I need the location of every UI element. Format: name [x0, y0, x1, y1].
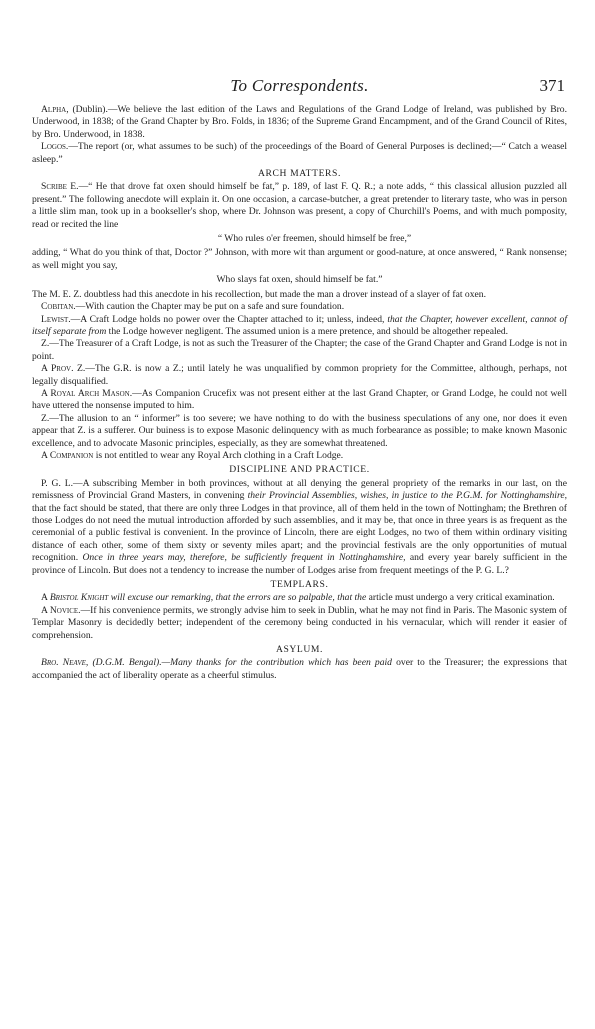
section-heading-templars: TEMPLARS. [270, 579, 329, 591]
entry-text: and every year barely sufficient in the province of Lincoln. But does not a tendency to increase the number of Lodges arise from frequent meetings of the P. G. L.? [32, 552, 567, 576]
correspondent-name: Companion [49, 449, 94, 461]
entry-text: —“ He that drove fat oxen should himself be fat,” p. 189, of last F. Q. R.; a note adds, “ this classical allusion puzzled all present.” The following anecdote will explain it. On one occasion, a carcase-butcher, a great pretender to literary taste, who was in person a little slim man, took up in a bookseller's shop, where Dr. Johnson was present, a copy of Churchill's Poems, and with much pomposity, read or recited the line [32, 181, 568, 230]
entry-novice [32, 605, 567, 642]
correspondent-name: P. G. L. [41, 477, 73, 489]
running-head [32, 78, 567, 100]
entry-text: —The G.R. is now a Z.; until lately he was unqualified by common propriety for the Committee, although, perhaps, not legally disqualified. [32, 363, 567, 387]
entry-text: .—If his convenience permits, we strongly advise him to seek in Dublin, what he may not find in Paris. The Masonic system of Templar Masonry is decidedly better; independent of the ceremony being conducted in his vernacular, which will render it easier of comprehension. [32, 604, 567, 641]
entry-text: the Lodge however negligent. The assumed union is a mere pretence, and should be altogether repealed. [106, 325, 509, 337]
entry-text-italic: Once in three years may, therefore, be sufficiently frequent in Nottinghamshire, [82, 552, 406, 564]
section-heading-asylum: ASYLUM. [275, 644, 324, 656]
entry-companion [32, 450, 567, 462]
entry-text-italic: will excuse our remarking, that the errors are so palpable, that the [108, 592, 367, 604]
section-heading-discipline: DISCIPLINE AND PRACTICE. [229, 464, 370, 476]
entry-text: , (Dublin).—We believe the last edition of the Laws and Regulations of the Grand Lodge of Ireland, was published by Bro. Underwood, in 1838; of the Grand Chapter by Bro. Folds, in 1836; of the Supreme Grand Encampment, and of the Grand Council of Rites, by Bro. Underwood, in 1838. [32, 104, 567, 140]
correspondent-name: Novice [49, 604, 79, 616]
entry-continuation: adding, “ What do you think of that, Doctor ?” Johnson, with more wit than argument or good-nature, at once answered, “ Rank nonsense; as well might you say, [32, 247, 567, 271]
entry-text: .—The report (or, what assumes to be such) of the proceedings of the Board of General Purposes is declined;—“ Catch a weasel asleep.” [32, 141, 567, 165]
entry-continuation: The M. E. Z. doubtless had this anecdote in his recollection, but made the man a drover instead of a slayer of fat oxen. [32, 288, 486, 300]
entry-text: over to the Treasurer; the expressions that accompanied the act of liberality operate as a cheerful stimulus. [32, 657, 567, 681]
entry-text: —A subscribing Member in both provinces, without at all denying the general propriety of the remarks in our last, on the remissness of Provincial Grand Masters, in convening [32, 477, 567, 502]
entry-alpha [32, 104, 567, 141]
entry-pgl [32, 478, 567, 577]
entry-text-italic: their Provincial Assemblies, wishes, in justice to the P.G.M. for Nottinghamshire, [247, 490, 567, 502]
page-title: To Correspondents. [230, 76, 369, 95]
entry-text-italic: (D.G.M. Bengal).—Many thanks for the contribution which has been paid [88, 657, 392, 669]
document-page [32, 78, 567, 682]
page-number: 371 [539, 76, 565, 95]
correspondent-name: Alpha [41, 104, 67, 115]
correspondent-name: Scribe E. [41, 181, 79, 193]
correspondent-name: Bristol Knight [49, 592, 109, 604]
entry-royal-arch-mason [32, 388, 567, 413]
entry-text: .—With caution the Chapter may be put on a safe and sure foundation. [73, 301, 345, 313]
quoted-verse: “ Who rules o'er freemen, should himself be free,” [217, 233, 412, 245]
entry-text: that the fact should be stated, that there are only three Lodges in that province, all of them held in the town of Nottingham; the Brethren of those Lodges do not need the mutual introduction afforded by such assemblies, and it may be, that once in three years is as frequent as the ceremonial of a public festival is convenient. In the province of Lincoln, there are eight Lodges, no two of them within ordinary visiting distance of each other, some of them sixty or seventy miles apart; and the provincial festivals are the only opportunities of mutual recognition. [32, 502, 567, 564]
entry-neave [32, 657, 567, 682]
section-heading-arch-matters: ARCH MATTERS. [258, 168, 341, 180]
correspondent-name: Lewist [41, 313, 69, 325]
entry-scribe [32, 181, 567, 231]
entry-text: .—A Craft Lodge holds no power over the Chapter attached to it; unless, indeed, [68, 313, 388, 325]
entry-cobitan [32, 301, 567, 313]
correspondent-name: Logos [41, 141, 66, 153]
quoted-verse: Who slays fat oxen, should himself be fat.” [216, 274, 383, 286]
entry-prefix: A [41, 604, 50, 616]
entry-text: article must undergo a very critical examination. [366, 592, 555, 604]
entry-logos [32, 141, 567, 166]
entry-lewist [32, 314, 567, 339]
correspondent-name: Bro. Neave, [41, 657, 89, 669]
entry-text-italic: that the Chapter, however excellent, cannot of itself separate from [32, 313, 567, 337]
correspondent-name: Cobitan [41, 301, 74, 313]
correspondent-name: A Royal Arch Mason. [41, 387, 133, 399]
entry-bristol-knight [32, 592, 567, 604]
entry-prefix: A [41, 592, 50, 604]
entry-prov-z [32, 363, 567, 388]
entry-text: —As Companion Crucefix was not present either at the last Grand Chapter, or Grand Lodge, he could not well have uttered the nonsense imputed to him. [32, 387, 568, 412]
entry-z-treasurer: Z.—The Treasurer of a Craft Lodge, is not as such the Treasurer of the Chapter; the case of the Grand Chapter and Grand Lodge is not in point. [32, 338, 567, 362]
correspondent-name: A Prov. Z. [41, 363, 86, 375]
entry-z-informer: Z.—The allusion to an “ informer” is too severe; we have nothing to do with the business speculations of any one, nor does it even appear that Z. is a sufferer. Our buiness is to expose Masonic delinquency with as much forbearance as possible; to make known Masonic excellence, and to advocate Masonic principles, especially, as they are somewhat threatened. [32, 412, 567, 449]
entry-prefix: A [41, 449, 50, 461]
entry-text: is not entitled to wear any Royal Arch clothing in a Craft Lodge. [93, 449, 344, 461]
